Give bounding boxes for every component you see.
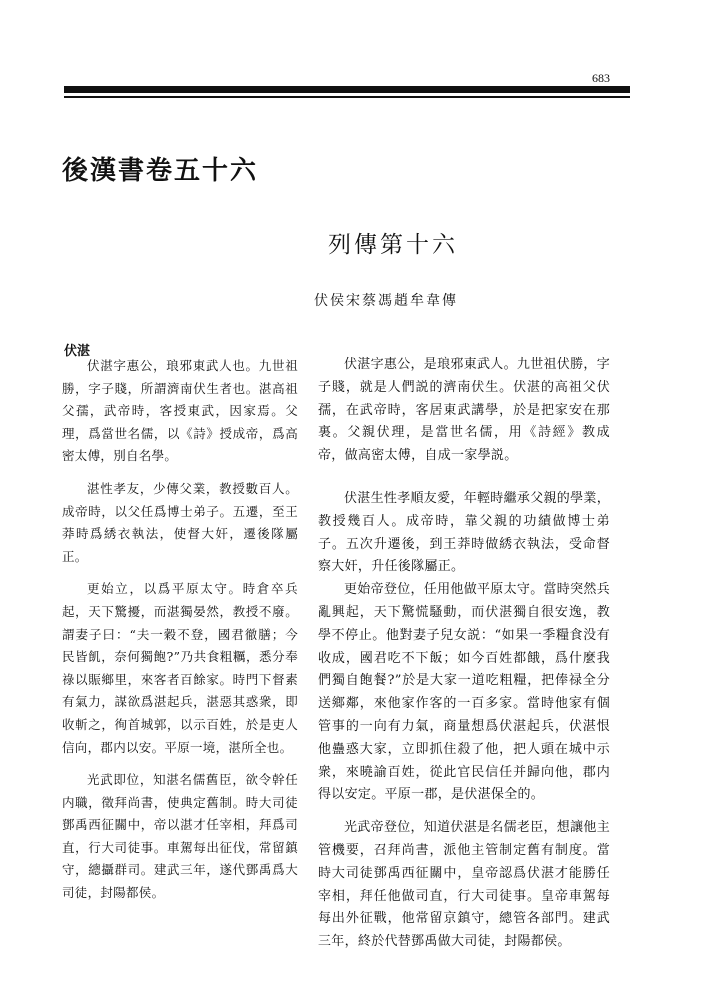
classical-paragraph-2: 湛性孝友，少傳父業，教授數百人。成帝時，以父任爲博士弟子。五遷，至王莽時爲綉衣執法，使督大奸，遷後隊屬正。 (62, 480, 298, 564)
book-title: 後漢書卷五十六 (62, 156, 259, 186)
section-heading: 伏湛 (64, 344, 91, 359)
translation-paragraph-2: 伏湛生性孝順友愛，年輕時繼承父親的學業，教授幾百人。成帝時，靠父親的功績做博士弟子。五次升遷後，到王莽時做綉衣執法，受命督察大奸，升任後隊屬正。 (318, 490, 611, 575)
biography-subtitle: 伏侯宋蔡馮趙牟韋傳 (314, 293, 458, 309)
chapter-title: 列傳第十六 (328, 232, 458, 258)
classical-paragraph-3: 更始立，以爲平原太守。時倉卒兵起，天下驚擾，而湛獨晏然，教授不廢。謂妻子曰：“夫一穀不登，國君徹膳；今民皆飢，奈何獨飽?”乃共食粗糲，悉分奉祿以賑鄉里，來客者百餘家。時門下督素有氣力，謀欲爲湛起兵，湛惡其惑衆，即收斬之，徇首城郭，以示百姓，於是吏人信向，郡内以安。平原一境，湛所全也。 (62, 581, 298, 755)
classical-paragraph-4: 光武即位，知湛名儒舊臣，欲令幹任内職，徵拜尚書，使典定舊制。時大司徒鄧禹西征關中，帝以湛才任宰相，拜爲司直，行大司徒事。車駕每出征伐，常留鎮守，總攝群司。建武三年，遂代鄧禹爲大司徒，封陽都侯。 (62, 772, 298, 901)
translation-paragraph-1: 伏湛字惠公，是琅邪東武人。九世祖伏勝，字子賤，就是人們説的濟南伏生。伏湛的高祖父伏孺，在武帝時，客居東武講學，於是把家安在那裏。父親伏理，是當世名儒，用《詩經》教成帝，做高密太傅，自成一家學説。 (318, 357, 611, 464)
classical-paragraph-1: 伏湛字惠公，琅邪東武人也。九世祖勝，字子賤，所謂濟南伏生者也。湛高祖父孺，武帝時，客授東武，因家焉。父理，爲當世名儒，以《詩》授成帝，爲高密太傅，別自名學。 (62, 358, 298, 464)
translation-paragraph-3: 更始帝登位，任用他做平原太守。當時突然兵亂興起，天下驚慌騷動，而伏湛獨自很安逸，教學不停止。他對妻子兒女説：“如果一季糧食没有收成，國君吃不下飯；如今百姓都餓，爲什麼我們獨自飽餐?”於是大家一道吃粗糧，把俸禄全分送鄉鄰，來他家作客的一百多家。當時他家有個管事的一向有力氣，商量想爲伏湛起兵，伏湛恨他蠱惑大家，立即抓住殺了他，把人頭在城中示衆，來曉諭百姓，從此官民信任并歸向他，郡内得以安定。平原一郡，是伏湛保全的。 (318, 582, 611, 803)
header-rule-thin (64, 96, 630, 98)
header-rule-thick (64, 86, 630, 93)
translation-text-column (318, 354, 610, 964)
translation-paragraph-4: 光武帝登位，知道伏湛是名儒老臣，想讓他主管機要，召拜尚書，派他主管制定舊有制度。當時大司徒鄧禹西征關中，皇帝認爲伏湛才能勝任宰相，拜任他做司直，行大司徒事。皇帝車駕每每出外征戰，他常留京鎮守，總管各部門。建武三年，終於代替鄧禹做大司徒，封陽都侯。 (318, 820, 611, 950)
classical-text-column (62, 355, 298, 915)
page-number: 683 (592, 71, 610, 85)
